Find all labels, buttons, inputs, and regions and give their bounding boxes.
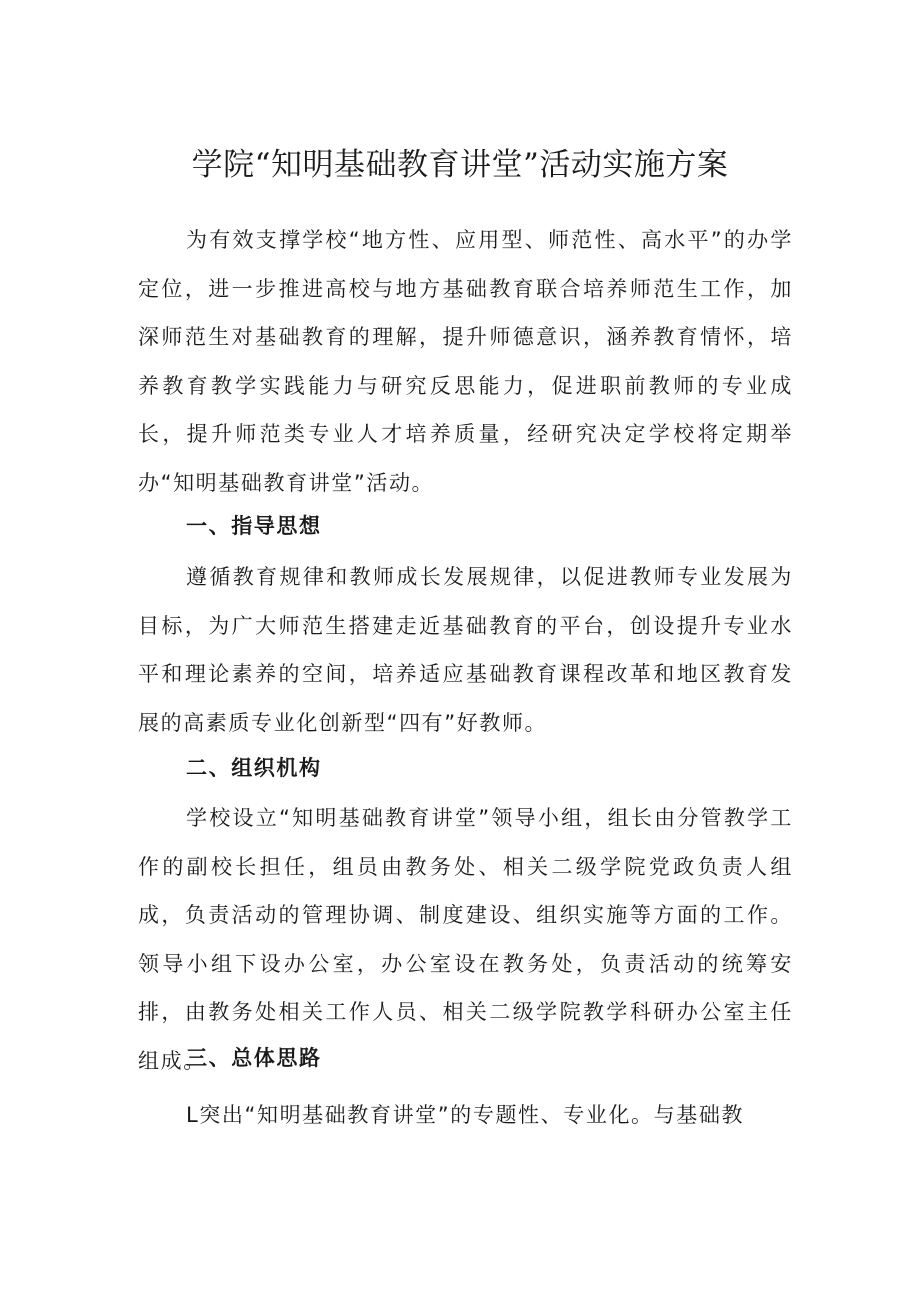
section-paragraph-guiding-ideology: 遵循教育规律和教师成长发展规律，以促进教师专业发展为目标，为广大师范生搭建走近基础教育的平台，创设提升专业水平和理论素养的空间，培养适应基础教育课程改革和地区教育发展的高素质专业化创新型“四有”好教师。	[138, 565, 793, 735]
section-heading-overall-approach: 三、总体思路	[186, 1046, 322, 1070]
section-paragraph-overall-approach: L突出“知明基础教育讲堂”的专题性、专业化。与基础教	[186, 1103, 745, 1127]
section-heading-organization: 二、组织机构	[186, 756, 322, 780]
section-heading-guiding-ideology: 一、指导思想	[186, 514, 322, 538]
section-paragraph-organization: 学校设立“知明基础教育讲堂”领导小组，组长由分管教学工作的副校长担任，组员由教务处、相关二级学院党政负责人组成，负责活动的管理协调、制度建设、组织实施等方面的工作。领导小组下设办公室，办公室设在教务处，负责活动的统筹安排，由教务处相关工作人员、相关二级学院教学科研办公室主任组成。	[138, 806, 793, 1073]
document-title: 学院“知明基础教育讲堂”活动实施方案	[191, 147, 729, 183]
intro-paragraph: 为有效支撑学校“地方性、应用型、师范性、高水平”的办学定位，进一步推进高校与地方基础教育联合培养师范生工作，加深师范生对基础教育的理解，提升师德意识，涵养教育情怀，培养教育教学实践能力与研究反思能力，促进职前教师的专业成长，提升师范类专业人才培养质量，经研究决定学校将定期举办“知明基础教育讲堂”活动。	[138, 228, 793, 495]
